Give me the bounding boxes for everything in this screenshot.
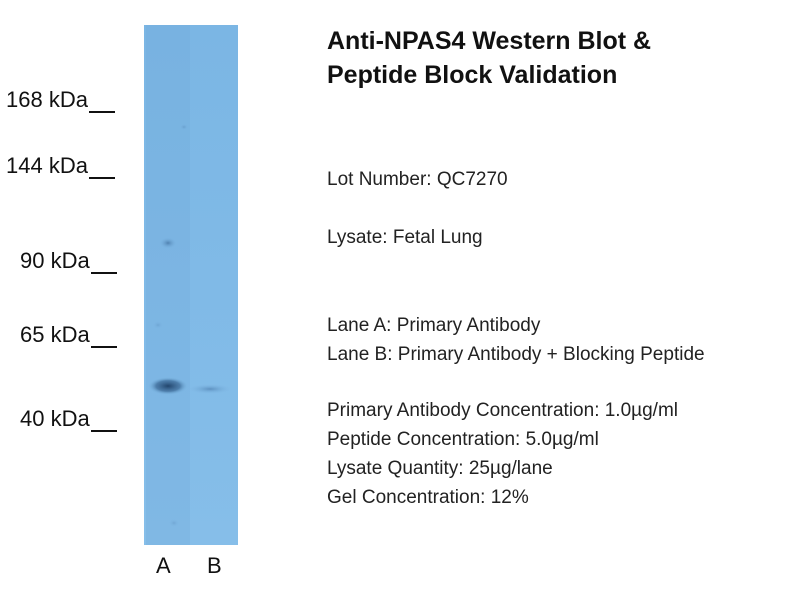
faint-band-90kda <box>159 237 177 249</box>
lysate-quantity: Lysate Quantity: 25µg/lane <box>327 458 553 479</box>
lane-b-description: Lane B: Primary Antibody + Blocking Peptide <box>327 344 705 365</box>
marker-label: 168 kDa <box>6 87 88 112</box>
marker-168kda <box>6 87 115 113</box>
marker-label: 144 kDa <box>6 153 88 178</box>
band-lane-b <box>188 384 232 394</box>
gel-concentration: Gel Concentration: 12% <box>327 487 529 508</box>
lot-number: Lot Number: QC7270 <box>327 169 508 190</box>
marker-label: 40 kDa <box>20 406 90 431</box>
lane-label-a: A <box>156 553 171 578</box>
marker-65kda <box>20 322 117 348</box>
marker-90kda <box>20 248 117 274</box>
peptide-concentration: Peptide Concentration: 5.0µg/ml <box>327 429 599 450</box>
marker-label: 65 kDa <box>20 322 90 347</box>
blot-image <box>144 25 238 545</box>
marker-tick <box>89 177 115 179</box>
lane-label-b: B <box>207 553 222 578</box>
marker-label: 90 kDa <box>20 248 90 273</box>
title-line-2: Peptide Block Validation <box>327 61 618 89</box>
marker-tick <box>91 430 117 432</box>
title-line-1: Anti-NPAS4 Western Blot & <box>327 27 652 55</box>
marker-tick <box>91 272 117 274</box>
marker-tick <box>89 111 115 113</box>
marker-40kda <box>20 406 117 432</box>
lane-a-description: Lane A: Primary Antibody <box>327 315 541 336</box>
antibody-concentration: Primary Antibody Concentration: 1.0µg/ml <box>327 400 678 421</box>
lysate: Lysate: Fetal Lung <box>327 227 483 248</box>
figure-title <box>327 24 651 92</box>
band-lane-a <box>148 377 188 395</box>
marker-144kda <box>6 153 115 179</box>
marker-tick <box>91 346 117 348</box>
western-blot-membrane <box>144 25 238 545</box>
